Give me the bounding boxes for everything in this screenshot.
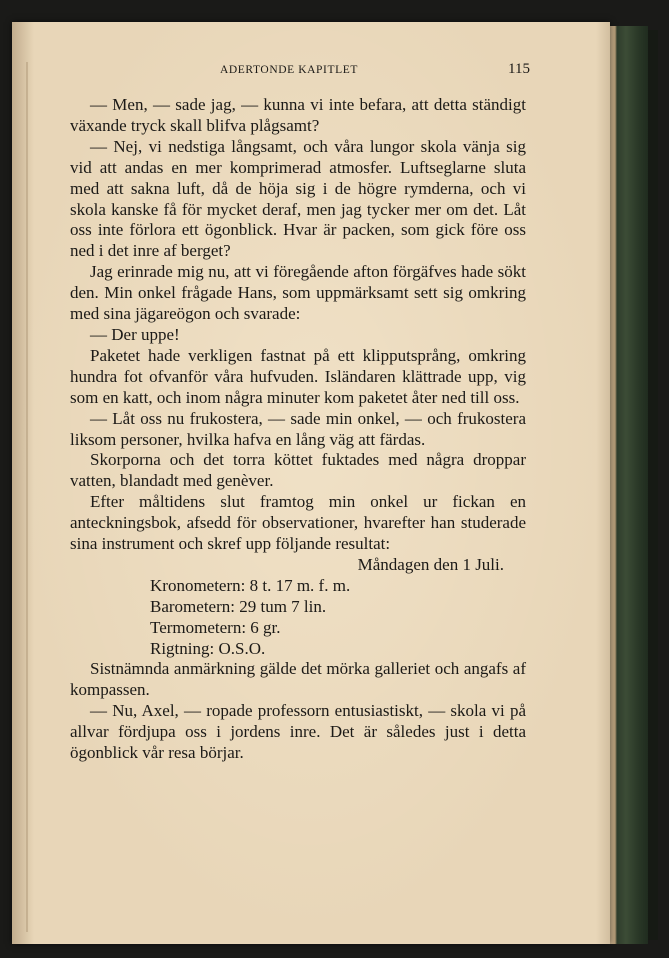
paragraph: — Men, — sade jag, — kunna vi inte befara, att detta ständigt växande tryck skall blifva plågsamt? xyxy=(70,95,526,135)
page-number: 115 xyxy=(508,61,530,77)
book-spine xyxy=(610,26,648,944)
paragraph: Efter måltidens slut framtog min onkel ur fickan en anteckningsbok, afsedd för observationer, hvarefter han studerade sina instrument och skref upp följande resultat: xyxy=(70,492,526,554)
paragraph: Sistnämnda anmärkning gälde det mörka galleriet och angafs af kompassen. xyxy=(70,659,526,700)
paragraph: — Nej, vi nedstiga långsamt, och våra lungor skola vänja sig vid att andas en mer komprimerad atmosfer. Luftseglarne sluta med att sakna luft, då de höja sig i de högre rymderna, och vi skola kanske få för mycket deraf, men jag tycker mer om det. Låt oss inte förlora ett ögonblick. Hvar är packen, som gick före oss ned i det inre af berget? xyxy=(70,136,526,261)
book-cover-edge xyxy=(648,30,658,940)
paragraph: — Nu, Axel, — ropade professorn entusiastiskt, — skola vi på allvar fördjupa oss i jordens inre. Det är således just i detta ögonblick vår resa börjar. xyxy=(70,701,526,763)
paragraph: — Låt oss nu frukostera, — sade min onkel, — och frukostera liksom personer, hvilka hafva en lång väg att färdas. xyxy=(70,408,526,449)
log-line-direction: Rigtning: O.S.O. xyxy=(150,638,266,658)
log-line-chronometer: Kronometern: 8 t. 17 m. f. m. xyxy=(150,575,351,595)
log-line-barometer: Barometern: 29 tum 7 lin. xyxy=(150,596,327,616)
paragraph: — Der uppe! xyxy=(90,324,180,344)
paragraph: Skorporna och det torra köttet fuktades med några droppar vatten, blandadt med genèver. xyxy=(70,450,526,491)
page-header xyxy=(70,63,530,81)
page-gutter xyxy=(26,62,28,932)
log-line-thermometer: Termometern: 6 gr. xyxy=(150,617,281,637)
log-date: Måndagen den 1 Juli. xyxy=(357,554,504,574)
paragraph: Paketet hade verkligen fastnat på ett klipputsprång, omkring hundra fot ofvanför våra hufvuden. Isländaren klättrade upp, vig som en katt, och inom några minuter kom paketet åter ned till oss. xyxy=(70,345,526,407)
running-head: ADERTONDE KAPITLET xyxy=(220,64,358,76)
page-body xyxy=(70,95,526,764)
paragraph: Jag erinrade mig nu, att vi föregående afton förgäfves hade sökt den. Min onkel frågade Hans, som uppmärksamt sett sig omkring med sina jägareögon och svarade: xyxy=(70,262,526,324)
